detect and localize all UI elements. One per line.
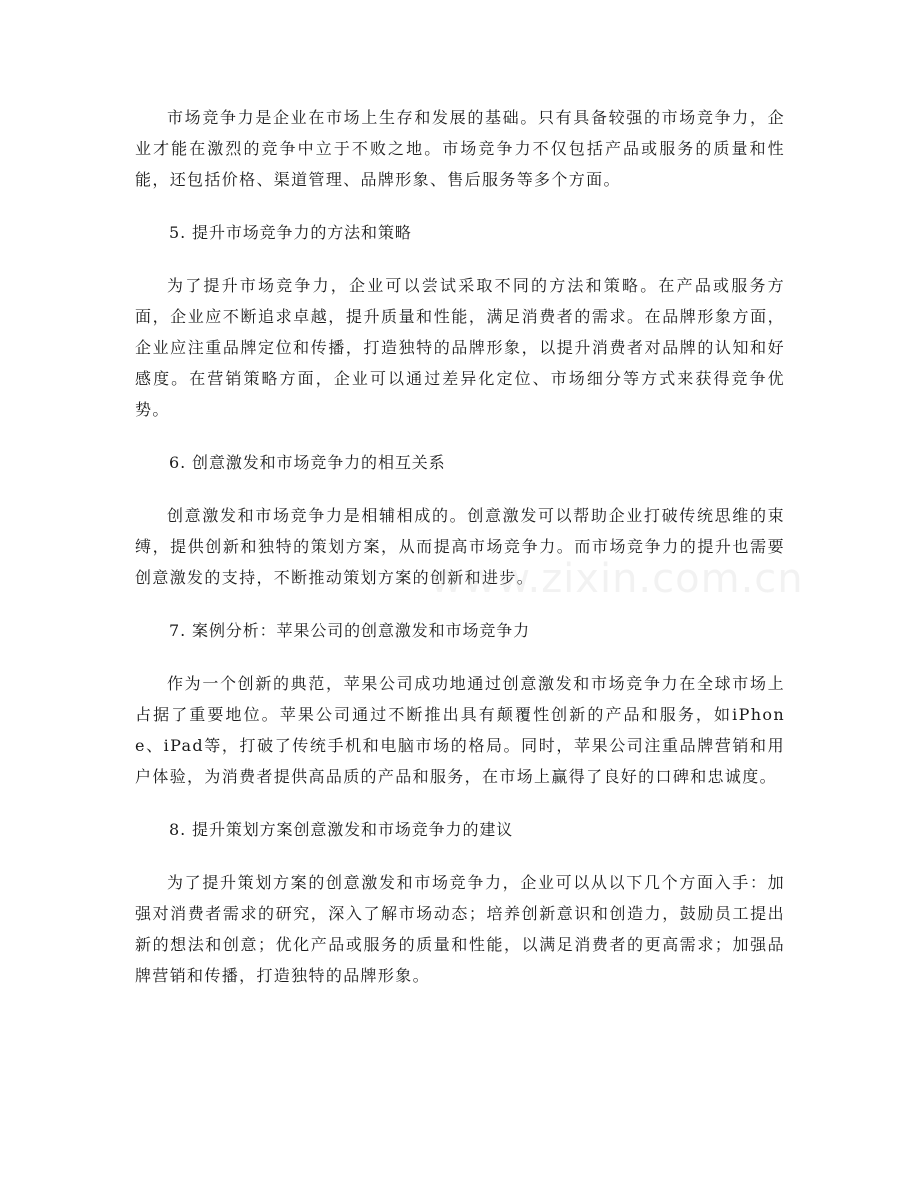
section-heading: 5. 提升市场竞争力的方法和策略 — [169, 223, 412, 242]
body-paragraph: 市场竞争力是企业在市场上生存和发展的基础。只有具备较强的市场竞争力，企业才能在激烈的竞争中立于不败之地。市场竞争力不仅包括产品或服务的质量和性能，还包括价格、渠道管理、品牌形象、售后服务等多个方面。 — [135, 108, 785, 189]
section-heading: 7. 案例分析：苹果公司的创意激发和市场竞争力 — [169, 621, 531, 640]
body-paragraph: 创意激发和市场竞争力是相辅相成的。创意激发可以帮助企业打破传统思维的束缚，提供创新和独特的策划方案，从而提高市场竞争力。而市场竞争力的提升也需要创意激发的支持，不断推动策划方案的创新和进步。 — [135, 506, 785, 587]
watermark-text: www.zixin.com.cn — [430, 556, 804, 602]
body-paragraph: 为了提升策划方案的创意激发和市场竞争力，企业可以从以下几个方面入手：加强对消费者需求的研究，深入了解市场动态；培养创新意识和创造力，鼓励员工提出新的想法和创意；优化产品或服务的质量和性能，以满足消费者的更高需求；加强品牌营销和传播，打造独特的品牌形象。 — [135, 873, 785, 985]
body-paragraph: 为了提升市场竞争力，企业可以尝试采取不同的方法和策略。在产品或服务方面，企业应不断追求卓越，提升质量和性能，满足消费者的需求。在品牌形象方面，企业应注重品牌定位和传播，打造独特的品牌形象，以提升消费者对品牌的认知和好感度。在营销策略方面，企业可以通过差异化定位、市场细分等方式来获得竞争优势。 — [135, 276, 785, 419]
body-paragraph: 作为一个创新的典范，苹果公司成功地通过创意激发和市场竞争力在全球市场上占据了重要地位。苹果公司通过不断推出具有颠覆性创新的产品和服务，如iPhone、iPad等，打破了传统手机和电脑市场的格局。同时，苹果公司注重品牌营销和用户体验，为消费者提供高品质的产品和服务，在市场上赢得了良好的口碑和忠诚度。 — [135, 674, 785, 786]
section-heading: 6. 创意激发和市场竞争力的相互关系 — [169, 453, 446, 472]
document-body — [135, 102, 785, 991]
section-heading: 8. 提升策划方案创意激发和市场竞争力的建议 — [169, 820, 514, 839]
